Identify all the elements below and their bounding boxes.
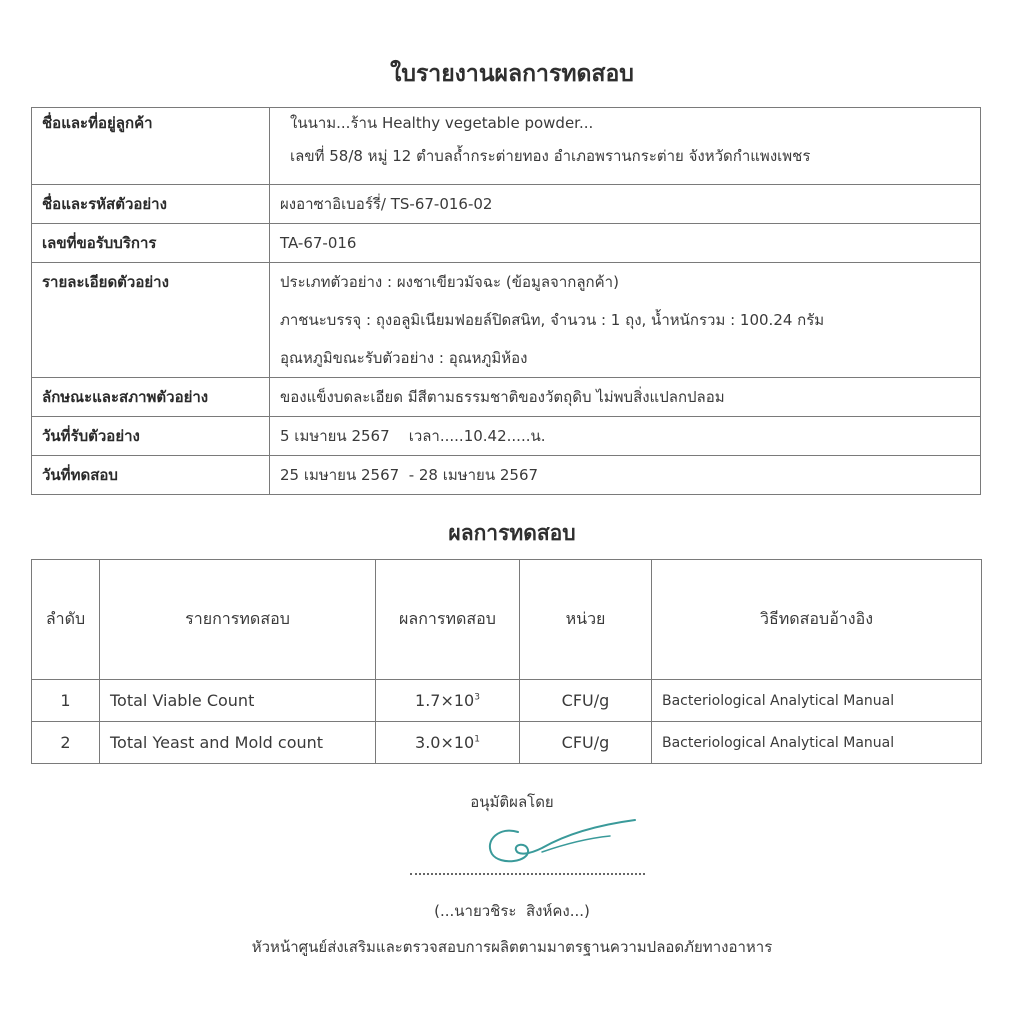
service-no-row	[32, 224, 981, 263]
report-title: ใบรายงานผลการทดสอบ	[390, 61, 634, 87]
customer-value	[270, 108, 981, 185]
sample-details-value	[270, 263, 981, 378]
row-item: Total Viable Count	[100, 680, 376, 722]
results-header-row	[32, 560, 982, 680]
sample-details-row	[32, 263, 981, 378]
col-header-unit: หน่วย	[520, 560, 652, 680]
sample-info-table	[31, 107, 981, 495]
row-no: 1	[32, 680, 100, 722]
col-header-no: ลำดับ	[32, 560, 100, 680]
row-item: Total Yeast and Mold count	[100, 722, 376, 764]
row-result-exponent: 3	[474, 692, 480, 703]
sample-name-value: ผงอาซาอิเบอร์รี่/ TS-67-016-02	[270, 185, 981, 224]
signature-line	[410, 873, 645, 875]
test-date-value: 25 เมษายน 2567 - 28 เมษายน 2567	[270, 456, 981, 495]
customer-name: ในนาม...ร้าน Healthy vegetable powder...	[290, 114, 594, 132]
test-date-label: วันที่ทดสอบ	[32, 456, 270, 495]
signature-stroke	[490, 820, 635, 861]
signature-flourish	[542, 836, 610, 852]
received-date-label: วันที่รับตัวอย่าง	[32, 417, 270, 456]
service-no-label: เลขที่ขอรับบริการ	[32, 224, 270, 263]
characteristics-value: ของแข็งบดละเอียด มีสีตามธรรมชาติของวัตถุดิบ ไม่พบสิ่งแปลกปลอม	[270, 378, 981, 417]
characteristics-label: ลักษณะและสภาพตัวอย่าง	[32, 378, 270, 417]
row-unit: CFU/g	[520, 722, 652, 764]
approved-by-label: อนุมัติผลโดย	[470, 793, 554, 811]
sample-details-label: รายละเอียดตัวอย่าง	[32, 263, 270, 378]
col-header-result: ผลการทดสอบ	[376, 560, 520, 680]
customer-label: ชื่อและที่อยู่ลูกค้า	[32, 108, 270, 185]
row-unit: CFU/g	[520, 680, 652, 722]
col-header-item: รายการทดสอบ	[100, 560, 376, 680]
approver-name: (...นายวชิระ สิงห์คง...)	[434, 902, 590, 920]
col-header-method: วิธีทดสอบอ้างอิง	[652, 560, 982, 680]
sample-temperature: อุณหภูมิขณะรับตัวอย่าง : อุณหภูมิห้อง	[280, 349, 528, 367]
received-date-row	[32, 417, 981, 456]
row-method: Bacteriological Analytical Manual	[652, 722, 982, 764]
row-no: 2	[32, 722, 100, 764]
sample-name-row	[32, 185, 981, 224]
row-result: $1.7\times 10^3$	[376, 680, 520, 722]
table-row	[32, 722, 982, 764]
customer-row	[32, 108, 981, 185]
customer-address: เลขที่ 58/8 หมู่ 12 ตำบลถ้ำกระต่ายทอง อำเภอพรานกระต่าย จังหวัดกำแพงเพชร	[290, 147, 811, 165]
row-method: Bacteriological Analytical Manual	[652, 680, 982, 722]
results-heading: ผลการทดสอบ	[448, 521, 576, 545]
characteristics-row	[32, 378, 981, 417]
sample-container: ภาชนะบรรจุ : ถุงอลูมิเนียมฟอยล์ปิดสนิท, จำนวน : 1 ถุง, น้ำหนักรวม : 100.24 กรัม	[280, 311, 825, 329]
sample-type: ประเภทตัวอย่าง : ผงชาเขียวมัจฉะ (ข้อมูลจากลูกค้า)	[280, 273, 619, 291]
service-no-value: TA-67-016	[270, 224, 981, 263]
results-table	[31, 559, 982, 764]
test-date-row	[32, 456, 981, 495]
table-row	[32, 680, 982, 722]
approver-position: หัวหน้าศูนย์ส่งเสริมและตรวจสอบการผลิตตามมาตรฐานความปลอดภัยทางอาหาร	[251, 938, 773, 956]
row-result: $3.0\times 10^1$	[376, 722, 520, 764]
row-result-exponent: 1	[474, 734, 480, 745]
received-date-value: 5 เมษายน 2567 เวลา.....10.42.....น.	[270, 417, 981, 456]
signature	[470, 812, 645, 872]
sample-name-label: ชื่อและรหัสตัวอย่าง	[32, 185, 270, 224]
